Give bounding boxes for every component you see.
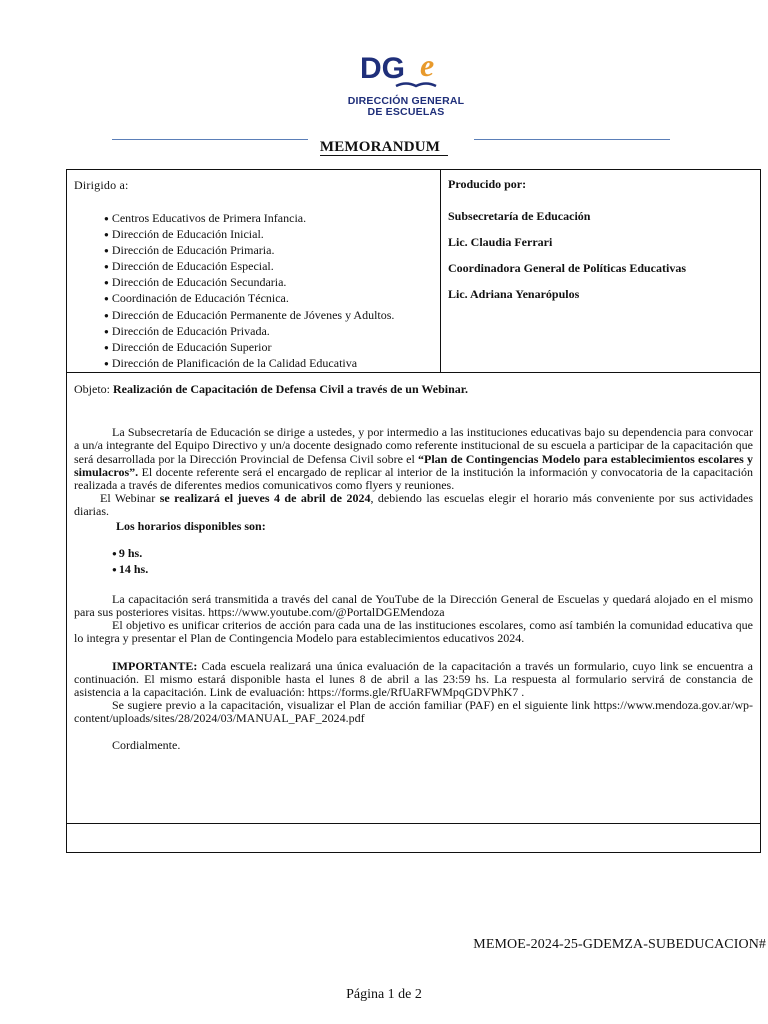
logo-line2: DE ESCUELAS — [367, 106, 445, 118]
producer-line: Subsecretaría de Educación — [448, 209, 591, 223]
recipient-item: ● Dirección de Educación Privada. — [104, 324, 440, 340]
recipients-list — [74, 211, 440, 372]
spacer — [74, 646, 753, 660]
paragraph-youtube: La capacitación será transmitida a través del canal de YouTube de la Dirección General de Escuelas y quedará alojado en el mismo para sus posteriores visitas. https://www.youtube.com/@PortalDGEMendoza — [74, 591, 753, 620]
dge-logo — [330, 48, 482, 120]
recipient-item: ● Dirección de Planificación de la Calidad Educativa — [104, 356, 440, 372]
page-number: Página 1 de 2 — [346, 987, 422, 1002]
recipient-item: ● Dirección de Educación Inicial. — [104, 227, 440, 243]
paragraph-intro — [74, 426, 753, 492]
intro-text-c: El docente referente será el encargado de replicar al interior de la institución la información y convocatoria de la capacitación realizada a través de diferentes medios comunicativos como flyers y reuniones. — [74, 464, 753, 493]
important-text: Cada escuela realizará una única evaluación de la capacitación a través un formulario, cuyo link se encuentra a continuación. El mismo estará disponible hasta el lunes 8 de abril a las 23:59 hs. La respuesta al formulario servirá de constancia de asistencia a la capacitación. Link de evaluación: https://forms.gle/RfUaRFWMpqGDVPhK7 . — [74, 658, 753, 700]
recipients-cell — [67, 170, 441, 373]
closing: Cordialmente. — [112, 737, 181, 752]
empty-row — [67, 824, 761, 853]
intro-plan-title: “Plan de Contingencias Modelo para establecimientos escolares y simulacros”. — [74, 451, 753, 479]
recipient-item: ● Dirección de Educación Primaria. — [104, 243, 440, 259]
recipient-item: ● Centros Educativos de Primera Infancia. — [104, 211, 440, 227]
producer-cell — [441, 170, 761, 373]
paragraph-date — [74, 492, 753, 518]
dirigido-label: Dirigido a: — [74, 178, 129, 192]
producer-line: Lic. Adriana Yenarópulos — [448, 287, 580, 301]
paragraph-paf: Se sugiere previo a la capacitación, visualizar el Plan de acción familiar (PAF) en el siguiente link https://www.mendoza.gov.ar/wp-content/uploads/sites/28/2024/03/MANUAL_PAF_2024.pdf — [74, 698, 753, 726]
dge-logo-mark — [330, 48, 482, 96]
book-icon — [396, 84, 436, 87]
recipient-item: ● Dirección de Educación Superior — [104, 340, 440, 356]
memo-title-text: MEMORANDUM — [320, 139, 448, 156]
horarios-list — [74, 546, 753, 579]
objeto-label: Objeto: — [74, 382, 110, 396]
paragraph-important — [74, 660, 753, 700]
producer-line: Lic. Claudia Ferrari — [448, 235, 553, 249]
recipient-item: ● Dirección de Educación Secundaria. — [104, 275, 440, 291]
intro-text-a: La Subsecretaría de Educación se dirige a ustedes, y por intermedio a las instituciones educativas bajo su dependencia para convocar a un/a integrante del Equipo Directivo y un/a docente designado como referente institucional de su escuela a participar de la capacitación que será desarrollada por la Dirección Provincial de Defensa Civil sobre el — [74, 425, 753, 466]
producido-label: Producido por: — [448, 177, 527, 191]
paragraph-objective: El objetivo es unificar criterios de acción para cada una de las instituciones escolares, como así también la comunidad educativa que lo integra y presentar el Plan de Contingencia Modelo para establecimientos educativos 2024. — [74, 618, 753, 646]
horario-item: ● 14 hs. — [112, 562, 753, 579]
memo-title — [0, 139, 768, 156]
recipient-item: ● Coordinación de Educación Técnica. — [104, 291, 440, 307]
recipient-item: ● Dirección de Educación Permanente de Jóvenes y Adultos. — [104, 308, 440, 324]
memo-table — [66, 169, 761, 853]
date-text-a: El Webinar — [100, 491, 160, 506]
important-label: IMPORTANTE: — [112, 658, 198, 673]
date-text-c: , debiendo las escuelas elegir el horario más conveniente por sus actividades diarias. — [74, 491, 754, 519]
dge-mark-e: e — [420, 48, 435, 83]
horario-item: ● 9 hs. — [112, 546, 753, 563]
recipient-item: ● Dirección de Educación Especial. — [104, 259, 440, 275]
date-highlight: se realizará el jueves 4 de abril de 2024 — [159, 491, 371, 506]
horarios-title: Los horarios disponibles son: — [116, 518, 266, 533]
producer-line: Coordinadora General de Políticas Educativas — [448, 261, 686, 275]
dge-mark-dg: DG — [360, 52, 405, 85]
memo-code: MEMOE-2024-25-GDEMZA-SUBEDUCACION# — [473, 937, 766, 952]
memo-body-cell — [67, 373, 761, 824]
logo-line1: DIRECCIÓN GENERAL — [347, 95, 465, 107]
objeto-text: Realización de Capacitación de Defensa Civil a través de un Webinar. — [113, 382, 468, 396]
objeto-line — [74, 383, 753, 396]
